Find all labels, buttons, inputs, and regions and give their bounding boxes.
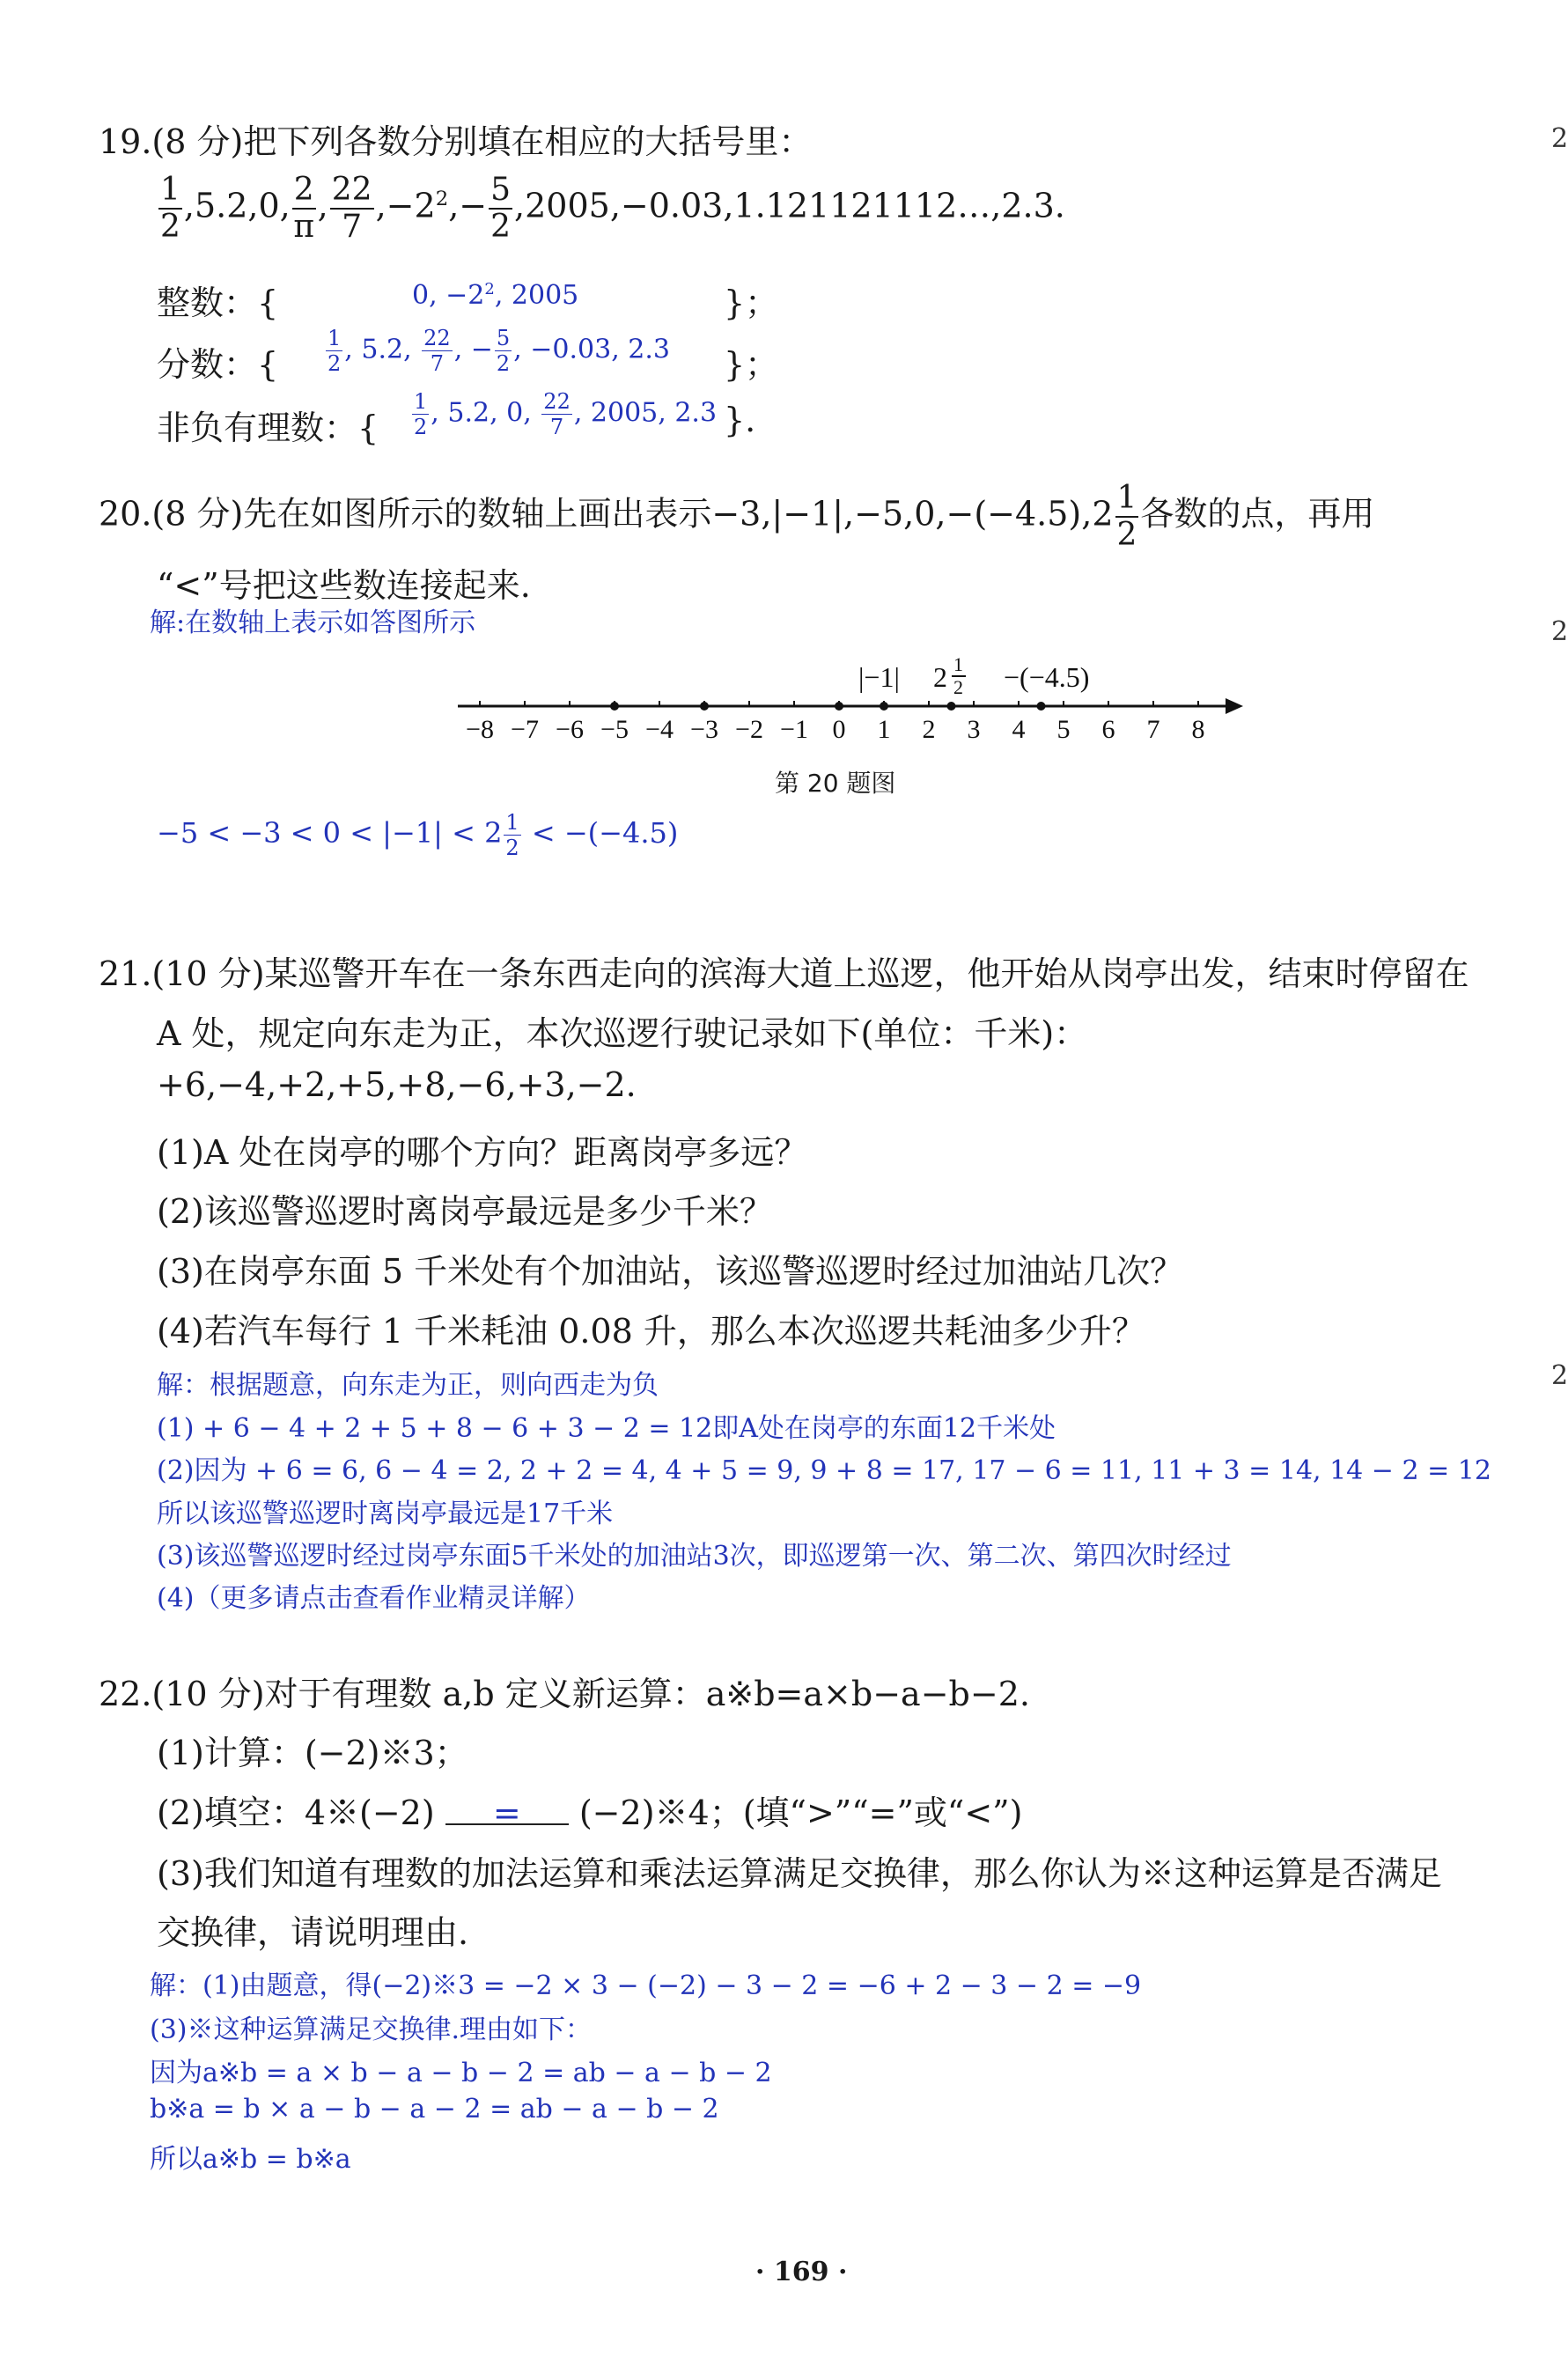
q19-nonneg-label: 非负有理数：{ <box>157 409 379 447</box>
q21-answer-0: 解：根据题意，向东走为正，则向西走为负 <box>157 1370 659 1401</box>
q21-sub1: (1)A 处在岗亭的哪个方向？距离岗亭多远？ <box>157 1133 808 1172</box>
axis-tick-label: 7 <box>1146 715 1160 744</box>
fraction: $\frac{22}{7}$ <box>331 172 372 245</box>
q21-sub3: (3)在岗亭东面 5 千米处有个加油站，该巡警巡逻时经过加油站几次？ <box>157 1252 1184 1291</box>
q21-answer-1: (1) + 6 − 4 + 2 + 5 + 8 − 6 + 3 − 2 = 12即A处在岗亭的东面12千米处 <box>157 1413 1056 1444</box>
fraction: $\frac{1}{2}$ <box>160 172 180 245</box>
axis-tick-label: −6 <box>556 715 584 744</box>
fraction: $\frac{22}{7}$ <box>543 389 571 439</box>
axis-tick-label: 8 <box>1191 715 1205 744</box>
q22-answer-5: 所以a※b = b※a <box>150 2144 351 2175</box>
axis-tick-label: −5 <box>600 715 629 744</box>
q19-int-answer: 0, $-2^2$, 2005 <box>412 280 579 311</box>
q21-records: +6,−4,+2,+5,+8,−6,+3,−2. <box>157 1065 637 1104</box>
q22-sub3-line1: (3)我们知道有理数的加法运算和乘法运算满足交换律，那么你认为※这种运算是否满足 <box>157 1854 1442 1893</box>
q19-nonneg-answer: $\frac{1}{2}$ , 5.2, 0, $\frac{22}{7}$ , 2005, 2.3 <box>414 389 718 439</box>
q21-sub4: (4)若汽车每行 1 千米耗油 0.08 升，那么本次巡逻共耗油多少升？ <box>157 1312 1145 1351</box>
edge-mark: 2 <box>1551 616 1568 647</box>
figure-caption: 第 20 题图 <box>775 769 896 798</box>
axis-arrow <box>1226 698 1243 714</box>
axis-tick-label: 3 <box>967 715 981 744</box>
plotted-point <box>1037 702 1046 711</box>
axis-tick-label: 5 <box>1056 715 1071 744</box>
plotted-point <box>700 702 709 711</box>
axis-tick-label: −1 <box>780 715 808 744</box>
q19-frac-answer: $\frac{1}{2}$ , 5.2, $\frac{22}{7}$ , − $\frac{5}{2}$ , −0.03, 2.3 <box>328 326 670 376</box>
axis-tick-label: 2 <box>922 715 936 744</box>
axis-tick-label: −8 <box>466 715 494 744</box>
plotted-point <box>880 702 888 711</box>
plotted-point <box>610 702 619 711</box>
q22-answer-1: 解：(1)由题意，得(−2)※3 = −2 × 3 − (−2) − 3 − 2 = −6 + 2 − 3 − 2 = −9 <box>150 1970 1142 2001</box>
axis-tick-label: −7 <box>511 715 539 744</box>
fill-blank[interactable]: = <box>445 1793 569 1825</box>
axis-tick-label: 1 <box>877 715 891 744</box>
q19-frac-close: }； <box>724 345 779 384</box>
q21-answer-4-link[interactable]: (4)（更多请点击查看作业精灵详解） <box>157 1583 591 1614</box>
plotted-point <box>947 702 956 711</box>
fraction: $\frac{1}{2}$ <box>1116 480 1137 553</box>
q22-answer-3: 因为a※b = a × b − a − b − 2 = ab − a − b − 2 <box>150 2058 772 2088</box>
label-two-and-half: 2 <box>933 661 947 693</box>
q22-title: 22.(10 分)对于有理数 a,b 定义新运算：a※b=a×b−a−b−2. <box>99 1675 1030 1713</box>
axis-tick-label: −3 <box>690 715 718 744</box>
fraction: $\frac{5}{2}$ <box>490 172 512 245</box>
axis-tick-label: 0 <box>832 715 846 744</box>
q22-answer-4: b※a = b × a − b − a − 2 = ab − a − b − 2 <box>150 2094 719 2125</box>
q19-nonneg-close: }. <box>724 401 756 439</box>
label-half-num: 1 <box>953 653 963 675</box>
q19-int-close: }； <box>724 284 779 322</box>
q22-sub3-line2: 交换律，请说明理由. <box>157 1913 469 1952</box>
fraction: $\frac{2}{\pi}$ <box>293 172 315 245</box>
edge-mark: 2 <box>1551 1360 1568 1391</box>
axis-tick-label: −2 <box>735 715 763 744</box>
q22-sub2: (2)填空：4※(−2) = (−2)※4；(填“>”“=”或“<”) <box>157 1793 1023 1832</box>
plotted-point <box>835 702 843 711</box>
label-neg-neg-4-5: −(−4.5) <box>1004 661 1090 693</box>
page-number: · 169 · <box>755 2257 848 2287</box>
q19-int-label: 整数：{ <box>157 284 279 322</box>
fraction: $\frac{1}{2}$ <box>328 326 342 376</box>
q21-answer-3: (3)该巡警巡逻时经过岗亭东面5千米处的加油站3次，即巡逻第一次、第二次、第四次时经过 <box>157 1541 1232 1572</box>
q21-answer-2b: 所以该巡警巡逻时离岗亭最远是17千米 <box>157 1499 614 1529</box>
fraction: $\frac{5}{2}$ <box>496 326 511 376</box>
q21-answer-2: (2)因为 + 6 = 6, 6 − 4 = 2, 2 + 2 = 4, 4 + 5 = 9, 9 + 8 = 17, 17 − 6 = 11, 11 + 3 = 14, 14 − 2 = 12 <box>157 1455 1491 1486</box>
fraction: $\frac{22}{7}$ <box>423 326 451 376</box>
q19-title: 19.(8 分)把下列各数分别填在相应的大括号里： <box>99 122 813 161</box>
q20-title-line2: “<”号把这些数连接起来. <box>157 566 531 605</box>
q22-answer-2: (3)※这种运算满足交换律.理由如下： <box>150 2014 593 2045</box>
q20-order-answer: −5 < −3 < 0 < |−1| < 2 $\frac{1}{2}$ < −(−4.5) <box>157 810 679 860</box>
q19-frac-label: 分数：{ <box>157 345 279 384</box>
q21-title-line2: A 处，规定向东走为正，本次巡逻行驶记录如下(单位：千米)： <box>157 1014 1088 1053</box>
q19-numbers: $\frac{1}{2}$ ,5.2,0, $\frac{2}{\pi}$ , $\frac{22}{7}$ $,-2^2,-$ $\frac{5}{2}$ ,2005,−0.03,1.121121112…,2.3. <box>160 172 1065 245</box>
q20-title: 20.(8 分)先在如图所示的数轴上画出表示−3,|−1|,−5,0,−(−4.5),2 $\frac{1}{2}$ 各数的点，再用 <box>99 480 1375 553</box>
fraction: $\frac{1}{2}$ <box>414 389 428 439</box>
q22-sub1: (1)计算：(−2)※3； <box>157 1734 468 1772</box>
q20-answer-intro: 解:在数轴上表示如答图所示 <box>150 608 476 638</box>
axis-tick-label: 6 <box>1101 715 1115 744</box>
edge-mark: 2 <box>1551 123 1568 154</box>
q21-title-line1: 21.(10 分)某巡警开车在一条东西走向的滨海大道上巡逻，他开始从岗亭出发，结束时停留在 <box>99 954 1469 993</box>
q21-sub2: (2)该巡警巡逻时离岗亭最远是多少千米？ <box>157 1192 773 1231</box>
label-abs-minus-one: |−1| <box>858 661 900 693</box>
axis-tick-label: −4 <box>645 715 674 744</box>
fraction: $\frac{1}{2}$ <box>505 810 519 860</box>
axis-tick-label: 4 <box>1012 715 1026 744</box>
label-half-den: 2 <box>953 676 963 698</box>
